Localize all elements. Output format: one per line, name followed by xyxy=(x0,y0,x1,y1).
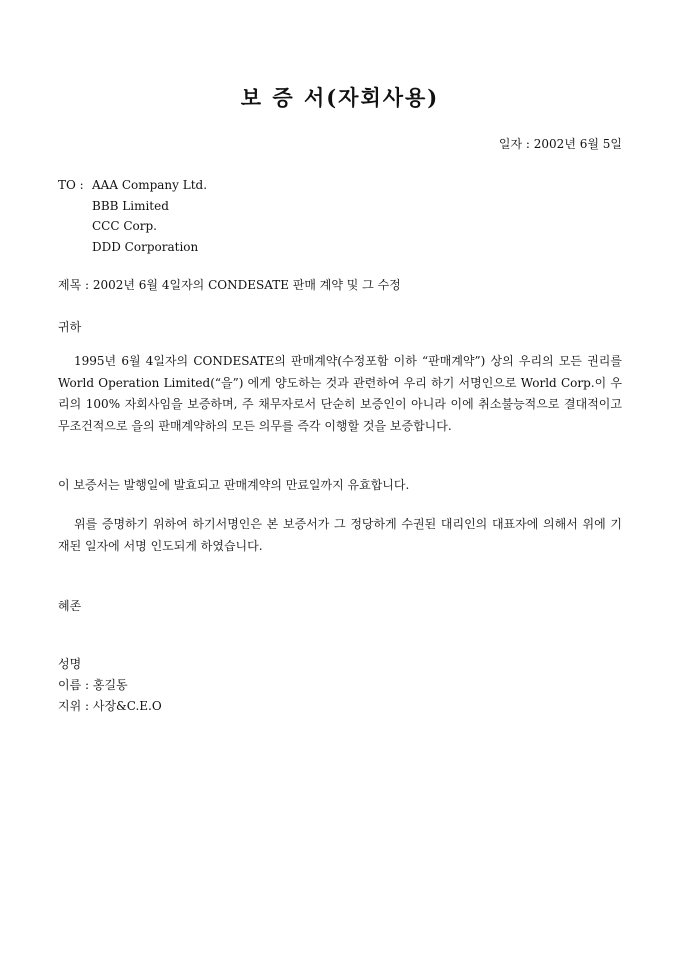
document-title: 보 증 서(자회사용) xyxy=(240,85,440,110)
recipient-row xyxy=(58,196,207,217)
body-paragraph: 위를 증명하기 위하여 하기서명인은 본 보증서가 그 정당하게 수권된 대리인의 대표자에 의해서 위에 기재된 일자에 서명 인도되게 하였습니다. xyxy=(58,517,622,553)
salutation: 귀하 xyxy=(58,320,82,334)
recipient-row xyxy=(58,175,207,196)
body-paragraph: 이 보증서는 발행일에 발효되고 판매계약의 만료일까지 유효합니다. xyxy=(58,478,410,492)
signer-position: 지위 : 사장&C.E.O xyxy=(58,699,162,713)
document-subject: 제목 : 2002년 6월 4일자의 CONDESATE 판매 계약 및 그 수정 xyxy=(58,278,401,292)
signature-heading: 성명 xyxy=(58,657,82,671)
recipient-row xyxy=(58,216,207,237)
body-paragraph: 1995년 6월 4일자의 CONDESATE의 판매계약(수정포함 이하 “판매계약”) 상의 우리의 모든 권리를 World Operation Limited(“을”) 에게 양도하는 것과 관련하여 우리 하기 서명인으로 World Corp.이 우리의 100% 자회사임을 보증하며, 주 채무자로서 단순히 보증인이 아니라 이에 취소불능적으로 결대적이고 무조건적으로 을의 판매계약하의 모든 의무를 즉각 이행할 것을 보증합니다. xyxy=(58,354,622,433)
document-date: 일자 : 2002년 6월 5일 xyxy=(498,137,622,151)
recipient-name: CCC Corp. xyxy=(92,219,157,233)
signature-block xyxy=(58,654,162,717)
signer-name: 이름 : 홍길동 xyxy=(58,678,128,692)
recipient-row xyxy=(58,237,207,258)
closing-remark: 혜존 xyxy=(58,599,82,613)
recipient-name: BBB Limited xyxy=(92,198,169,213)
recipient-name: AAA Company Ltd. xyxy=(92,178,208,192)
recipient-name: DDD Corporation xyxy=(92,239,199,254)
to-label: TO : xyxy=(58,178,84,192)
recipient-block xyxy=(58,175,207,257)
